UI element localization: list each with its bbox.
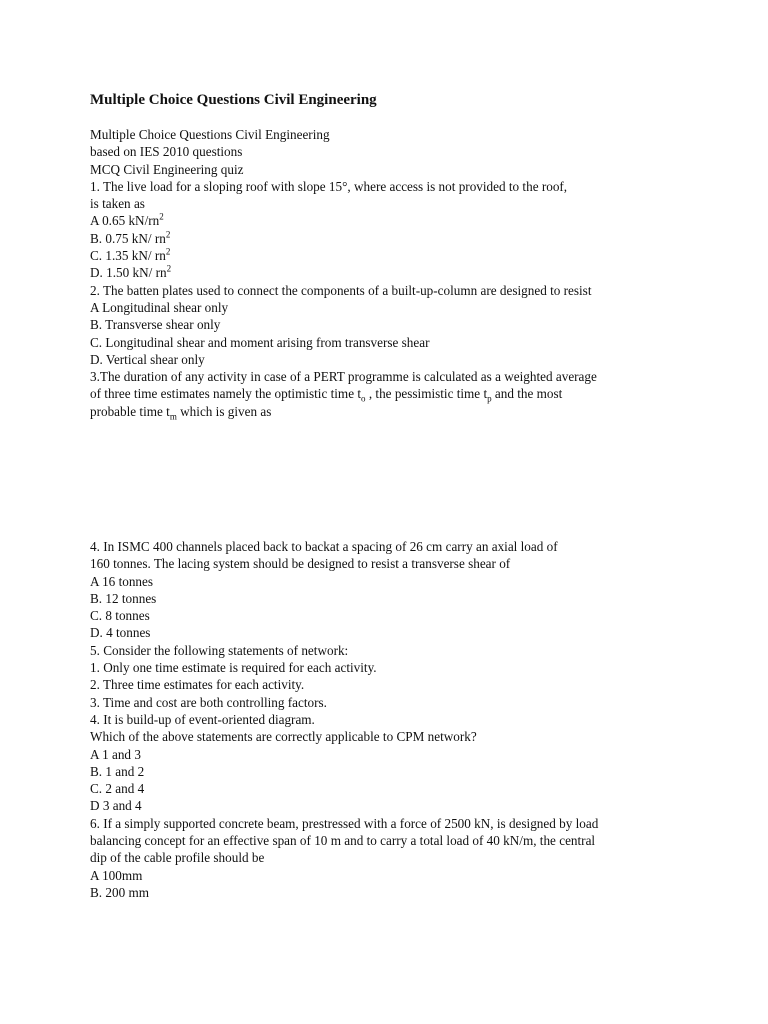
- question-1-option-b: B. 0.75 kN/ $rn^2$: [90, 229, 171, 246]
- question-5-option-b: B. 1 and 2: [90, 763, 145, 779]
- question-6-text-cont: balancing concept for an effective span of 10 m and to carry a total load of 40 kN/m, the central: [90, 833, 596, 849]
- question-1-option-a: A 0.65 $kN/rn^2$: [90, 212, 164, 229]
- page-title: Multiple Choice Questions Civil Engineering: [90, 92, 377, 108]
- document-body-upper: [90, 126, 730, 420]
- question-4-text: 4. In ISMC 400 channels placed back to backat a spacing of 26 cm carry an axial load of: [90, 539, 558, 554]
- document-body-lower: [90, 538, 730, 901]
- question-1-text: 1. The live load for a sloping roof with slope 15°, where access is not provided to the roof,: [90, 178, 568, 194]
- question-5-option-c: C. 2 and 4: [90, 781, 145, 797]
- question-3-text: 3.The duration of any activity in case of a PERT programme is calculated as a weighted average: [90, 369, 597, 385]
- question-6-option-b: B. 200 mm: [90, 884, 149, 900]
- question-6-text: 6. If a simply supported concrete beam, prestressed with a force of 2500 kN, is designed by load: [90, 815, 599, 831]
- question-4-text-cont: 160 tonnes. The lacing system should be designed to resist a transverse shear of: [90, 556, 511, 572]
- question-6-text-end: dip of the cable profile should be: [90, 850, 265, 866]
- question-6-option-a: A 100mm: [90, 867, 143, 883]
- question-5-statement: 2. Three time estimates for each activity.: [90, 677, 305, 693]
- question-1-option-c: C. 1.35 kN/ $rn^2$: [90, 246, 171, 264]
- question-5-prompt: Which of the above statements are correctly applicable to CPM network?: [90, 729, 477, 745]
- question-1-text-cont: is taken as: [90, 196, 145, 212]
- question-4-option-c: C. 8 tonnes: [90, 608, 150, 624]
- question-5-statement: 4. It is build-up of event-oriented diagram.: [90, 711, 315, 727]
- question-2-option-b: B. Transverse shear only: [90, 317, 221, 333]
- intro-line: Multiple Choice Questions Civil Engineering: [90, 127, 330, 142]
- question-5-text: 5. Consider the following statements of network:: [90, 642, 349, 658]
- question-5-statement: 3. Time and cost are both controlling factors.: [90, 694, 327, 710]
- question-5-option-a: A 1 and 3: [90, 746, 141, 762]
- question-2-text: 2. The batten plates used to connect the components of a built-up-column are designed to resist: [90, 282, 592, 298]
- intro-line: based on IES 2010 questions: [90, 144, 243, 160]
- question-5-statement: 1. Only one time estimate is required for each activity.: [90, 660, 377, 676]
- question-1-option-d: D. 1.50 kN/ $rn^2$: [90, 263, 172, 281]
- question-2-option-d: D. Vertical shear only: [90, 351, 205, 367]
- question-3-text-cont: of three time estimates namely the optimistic time $t_o$ , the pessimistic time $t_p$ and the most: [90, 386, 563, 405]
- question-2-option-a: A Longitudinal shear only: [90, 299, 229, 315]
- question-4-option-a: A 16 tonnes: [90, 573, 154, 589]
- question-2-option-c: C. Longitudinal shear and moment arising from transverse shear: [90, 334, 430, 350]
- question-4-option-b: B. 12 tonnes: [90, 590, 157, 606]
- intro-line: MCQ Civil Engineering quiz: [90, 161, 244, 177]
- question-4-option-d: D. 4 tonnes: [90, 625, 151, 641]
- question-5-option-d: D 3 and 4: [90, 798, 142, 814]
- question-3-text-end: probable time $t_m$ which is given as: [90, 403, 272, 422]
